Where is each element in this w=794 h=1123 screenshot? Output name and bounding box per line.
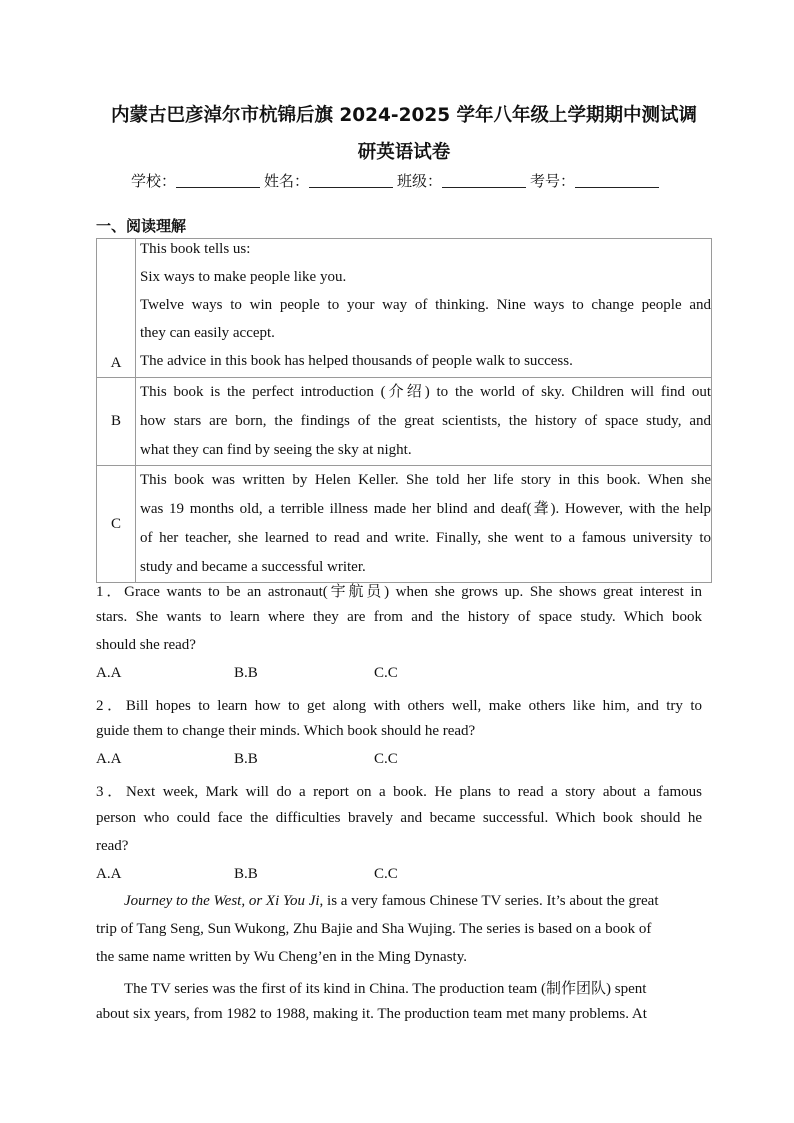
book-row-b (97, 378, 712, 466)
passage-p2-line-2: about six years, from 1982 to 1988, making it. The production team met many problems. At (96, 1006, 647, 1022)
passage-p2-line-1: The TV series was the first of its kind in China. The production team (制作团队) spent (124, 981, 647, 997)
question-3-line-1: 3．Next week, Mark will do a report on a book. He plans to read a story about a famous (96, 784, 702, 800)
option-a[interactable]: A.A (96, 751, 122, 767)
book-c-line-2: was 19 months old, a terrible illness made her blind and deaf(聋). However, with the help (140, 501, 711, 517)
question-1-line-2: stars. She wants to learn where they are from and the history of space study. Which book (96, 609, 702, 625)
book-description (136, 466, 712, 583)
book-description (136, 378, 712, 466)
question-3-line-2: person who could face the difficulties bravely and became successful. Which book should he (96, 810, 702, 826)
book-b-line-2: how stars are born, the findings of the great scientists, the history of space study, and (140, 413, 711, 429)
school-label: 学校： (130, 172, 176, 190)
passage-p1-line-3: the same name written by Wu Cheng’en in the Ming Dynasty. (96, 949, 467, 965)
book-label: B (97, 378, 136, 466)
exam-title-line-2: 研英语试卷 (357, 142, 451, 163)
book-a-line-2: Six ways to make people like you. (140, 269, 347, 285)
passage-p1-line-1-rest: , is a very famous Chinese TV series. It’s about the great (319, 893, 659, 909)
book-label: A (97, 239, 136, 378)
book-a-line-5: The advice in this book has helped thousands of people walk to success. (140, 353, 573, 369)
passage-p1-line-1 (124, 893, 659, 910)
option-b[interactable]: B.B (234, 866, 258, 882)
option-a[interactable]: A.A (96, 665, 122, 681)
question-2-line-1: 2．Bill hopes to learn how to get along with others well, make others like him, and try to (96, 698, 702, 714)
book-label: C (97, 466, 136, 583)
book-b-line-3: what they can find by seeing the sky at night. (140, 442, 412, 458)
book-table (96, 238, 712, 583)
question-2 (96, 694, 702, 774)
book-description (136, 239, 712, 378)
class-label: 班级： (397, 172, 443, 190)
option-a[interactable]: A.A (96, 866, 122, 882)
option-c[interactable]: C.C (374, 751, 398, 767)
passage-title-italic: Journey to the West, or Xi You Ji (124, 893, 320, 909)
book-c-line-4: study and became a successful writer. (140, 559, 366, 575)
question-1 (96, 580, 702, 680)
book-a-line-1: This book tells us: (140, 241, 251, 257)
option-c[interactable]: C.C (374, 665, 398, 681)
option-c[interactable]: C.C (374, 866, 398, 882)
question-3-line-3: read? (96, 838, 129, 854)
question-1-line-1: 1．Grace wants to be an astronaut(宇航员) when she grows up. She shows great interest in (96, 584, 702, 600)
name-label: 姓名： (263, 172, 309, 190)
book-c-line-1: This book was written by Helen Keller. She told her life story in this book. When she (140, 472, 711, 488)
section-heading-reading: 一、阅读理解 (96, 217, 187, 235)
question-3 (96, 780, 702, 880)
book-row-c (97, 466, 712, 583)
book-a-line-4: they can easily accept. (140, 325, 275, 341)
passage-p1-line-2: trip of Tang Seng, Sun Wukong, Zhu Bajie and Sha Wujing. The series is based on a book of (96, 921, 652, 937)
class-blank[interactable] (442, 173, 526, 188)
exam-title-line-1: 内蒙古巴彦淖尔市杭锦后旗 2024-2025 学年八年级上学期期中测试调 (110, 105, 698, 126)
question-1-line-3: should she read? (96, 637, 196, 653)
book-b-line-1: This book is the perfect introduction (介绍) to the world of sky. Children will find out (140, 384, 711, 400)
school-blank[interactable] (176, 173, 260, 188)
exam-number-blank[interactable] (575, 173, 659, 188)
book-a-line-3: Twelve ways to win people to your way of thinking. Nine ways to change people and (140, 297, 711, 313)
name-blank[interactable] (309, 173, 393, 188)
question-2-line-2: guide them to change their minds. Which book should he read? (96, 723, 476, 739)
book-c-line-3: of her teacher, she learned to read and write. Finally, she went to a famous university to (140, 530, 711, 546)
book-row-a (97, 239, 712, 378)
student-info-row (0, 170, 794, 191)
option-b[interactable]: B.B (234, 665, 258, 681)
exam-number-label: 考号： (530, 172, 576, 190)
option-b[interactable]: B.B (234, 751, 258, 767)
